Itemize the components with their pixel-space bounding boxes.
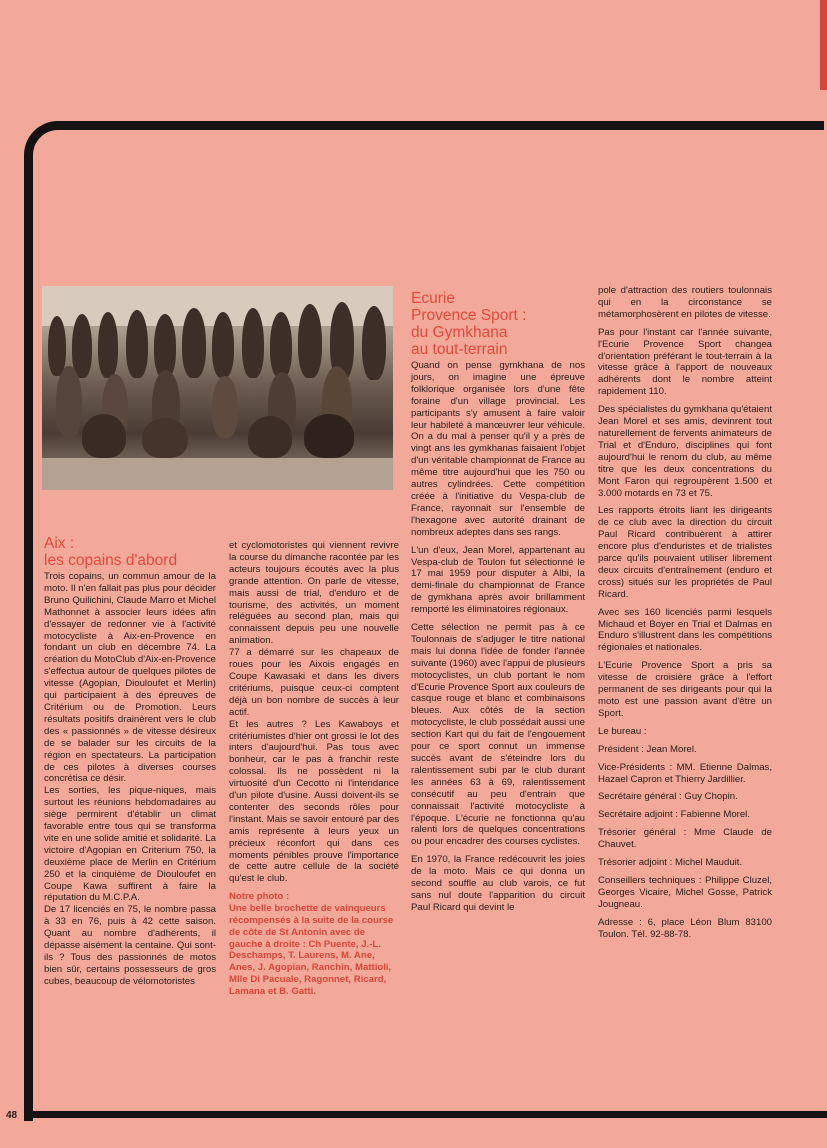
ecurie-heading-line: au tout-terrain xyxy=(411,341,508,358)
column-4 xyxy=(598,285,772,947)
group-photo xyxy=(42,286,393,490)
aix-paragraph: et cyclomotoristes qui viennent revivre la course du dimanche racontée par les acteurs toujours écoutés avec la plus grande attention. On parle de vitesse, mais aussi de trial, d'enduro et de tourisme, des activités, un moment reléguées au second plan, mais qui connaissent depuis peu une nouvelle animation. xyxy=(229,540,399,647)
aix-heading-line2: les copains d'abord xyxy=(44,552,178,569)
ecurie-heading-line: du Gymkhana xyxy=(411,324,508,341)
aix-paragraph: Trois copains, un commun amour de la moto. Il n'en fallait pas plus pour décider Bruno Quilichini, Claude Marro et Michel Mathonnet à associer leurs idées afin d'essayer de redonner vie à l'activité motocycliste à Aix-en-Provence en fondant un club en décembre 74. La création du MotoClub d'Aix-en-Provence s'effectua autour de quelques pilotes de vitesse (Agopian, Diouloufet et Merlin) qui participaient à des épreuves de Critérium ou de Promotion. Leurs résultats positifs drainèrent vers le club des « passionnés » de vitesse désireux de se balader sur les circuits de la région en spectateurs. La participation de ces pilotes à diverses courses concrétisa ce désir. xyxy=(44,571,216,785)
aix-heading-line1: Aix : xyxy=(44,535,75,552)
ecurie-heading-line: Ecurie xyxy=(411,290,455,307)
column-1 xyxy=(44,535,216,988)
photo-caption: Une belle brochette de vainqueurs récompensés à la suite de la course de côte de St Antonin avec de gauche à droite : Ch Puente, J.-L. Deschamps, T. Laurens, M. Ane, Anes, J. Agopian, Ranchin, Mattioli, Mlle Di Pacuale, Ragonnet, Ricard, Lamana et B. Gatti. xyxy=(229,903,394,997)
bureau-line: Vice-Présidents : MM. Etienne Dalmas, Hazael Capron et Thierry Jardillier. xyxy=(598,761,772,785)
ecurie-paragraph: pole d'attraction des routiers toulonnais qui en la circonstance se métamorphosèrent en pilotes de vitesse. xyxy=(598,285,772,320)
ecurie-paragraph: Pas pour l'instant car l'année suivante, l'Ecurie Provence Sport changea d'orientation préférant le tout-terrain à la vitesse grâce à l'apport de nouveaux adhérents dont le nombre atteint rapidement 110. xyxy=(598,326,772,398)
bureau-title: Le bureau : xyxy=(598,725,647,737)
page-number: 48 xyxy=(6,1110,18,1121)
ecurie-paragraph: En 1970, la France redécouvrit les joies de la moto. Mais ce qui donna un second souffle au club varois, ce fut sans nul doute l'apparition du circuit Paul Ricard qui devint le xyxy=(411,854,585,913)
ecurie-heading xyxy=(411,290,585,358)
ecurie-paragraph: Avec ses 160 licenciés parmi lesquels Michaud et Boyer en Trial et Dalmas en Enduro s'illustrent dans les compétitions régionales et nationales. xyxy=(598,606,772,654)
bureau-line: Trésorier général : Mme Claude de Chauvet. xyxy=(598,827,772,851)
bureau-line: Secrétaire adjoint : Fabienne Morel. xyxy=(598,809,750,821)
bureau-line: Conseillers techniques : Philippe Cluzel, Georges Vicaire, Michel Gosse, Patrick Jougneau. xyxy=(598,874,772,910)
ecurie-paragraph: L'Ecurie Provence Sport a pris sa vitesse de croisière grâce à l'effort permanent de ses dirigeants pour qui la moto est une passion avant d'être un Sport. xyxy=(598,660,772,719)
ecurie-paragraph: Les rapports étroits liant les dirigeants de ce club avec la direction du circuit Paul Ricard contribuèrent à attirer encore plus d'enduristes et de trialistes parce qu'ils pouvaient utiliser librement deux circuits d'entraînement (enduro et cross) situés sur les propriétés de Paul Ricard. xyxy=(598,505,772,600)
photo-caption-title: Notre photo : xyxy=(229,891,290,903)
bottom-rule xyxy=(24,1111,827,1118)
page-edge-tab xyxy=(820,0,827,90)
ecurie-heading-line: Provence Sport : xyxy=(411,307,527,324)
bureau-line: Secrétaire général : Guy Chopin. xyxy=(598,791,738,803)
aix-paragraph: Les sorties, les pique-niques, mais surtout les réunions hebdomadaires au siège permirent d'établir un climat favorable entre tous qui se transforma vite en une solide amitié et solidarité. La victoire d'Agopian en Criterium 750, la deuxième place de Merlin en Critérium 250 et la cinquième de Diouloufet en Coupe Kawa suffirent à faire la réputation du M.C.P.A. xyxy=(44,785,216,904)
bureau-line: Trésorier adjoint : Michel Mauduit. xyxy=(598,857,743,869)
ecurie-paragraph: Des spécialistes du gymkhana qu'étaient Jean Morel et ses amis, devinrent tout naturellement de fervents animateurs de Trial et d'Enduro, disciplines qui font aujourd'hui le renom du club, au même titre que les deux concentrations du Mont Faron qui regroupèrent 1.500 et 3.000 motards en 73 et 75. xyxy=(598,404,772,499)
ecurie-paragraph: Quand on pense gymkhana de nos jours, on imagine une épreuve folklorique organisée lors d'une fête foraine d'un village provincial. Les participants s'y amusent à faire valoir leur habileté à manœuvrer leur véhicule. On a du mal à penser qu'il y a près de vingt ans les gymkhanas faisaient l'objet d'un véritable championnat de France au même titre aujourd'hui que les 750 ou autres cylindrées. Cette compétition créée à l'initiative du Vespa-club de France, rayonnait sur l'ensemble de l'hexagone avec autorité drainant de nombreux adeptes dans ses rangs. xyxy=(411,360,585,538)
aix-paragraph: 77 a démarré sur les chapeaux de roues pour les Aixois engagés en Coupe Kawasaki et dans les divers critériums, puisque ceux-ci comptent déjà un bon nombre de succès à leur actif. xyxy=(229,647,399,718)
aix-heading xyxy=(44,535,216,569)
aix-paragraph: De 17 licenciés en 75, le nombre passa à 33 en 76, puis à 42 cette saison. Quant au nombre d'adhérents, il dépasse aisément la centaine. Qui sont-ils ? Tous des passionnés de motos bien sûr, certains possesseurs de gros cubes, beaucoup de vélomotoristes xyxy=(44,904,216,987)
ecurie-paragraph: Cette sélection ne permit pas à ce Toulonnais de s'adjuger le titre national mais lui donna l'idée de fonder l'année suivante (1960) avec l'appui de plusieurs motocyclistes, un club portant le nom d'Ecurie Provence Sport aux couleurs de casque rouge et blanc et combinaisons bleues. Aux côtés de la section motocycliste, le club possédait aussi une section Kart qui du fait de l'engouement pour ce sport connut un immense succès avant de s'éteindre lors du ralentissement subi par le club durant les années 63 à 69, ralentissement consécutif au peu d'entrain que connaissait l'activité motocycliste à l'époque. L'écurie ne fonctionna qu'au ralenti lors de quelques concentrations ou pour encadrer des courses cyclistes. xyxy=(411,622,585,848)
bureau-address: Adresse : 6, place Léon Blum 83100 Toulon. Tél. 92-88-78. xyxy=(598,916,772,940)
column-3 xyxy=(411,290,585,920)
column-2 xyxy=(229,540,399,998)
aix-paragraph: Et les autres ? Les Kawaboys et critériumistes d'hier ont grossi le lot des inters d'aujourd'hui. Pas tous avec bonheur, car le pas à franchir reste colossal. Ils ne possèdent ni la virtuosité d'un Cecotto ni l'intendance d'un pilote d'usine. Aussi doivent-ils se contenter des seconds rôles pour l'instant. Mais se savoir entouré par des amis représente à leurs yeux un précieux réconfort qui dans ces moments pénibles prouve l'importance de cette autre cellule de la société qu'est le club. xyxy=(229,718,399,885)
ecurie-paragraph: L'un d'eux, Jean Morel, appartenant au Vespa-club de Toulon fut sélectionné le 17 mai 1959 pour disputer à Albi, la demi-finale du championnat de France de gymkhana après avoir brillamment remporté les éliminatoires régionaux. xyxy=(411,544,585,616)
bureau-line: Président : Jean Morel. xyxy=(598,743,697,755)
